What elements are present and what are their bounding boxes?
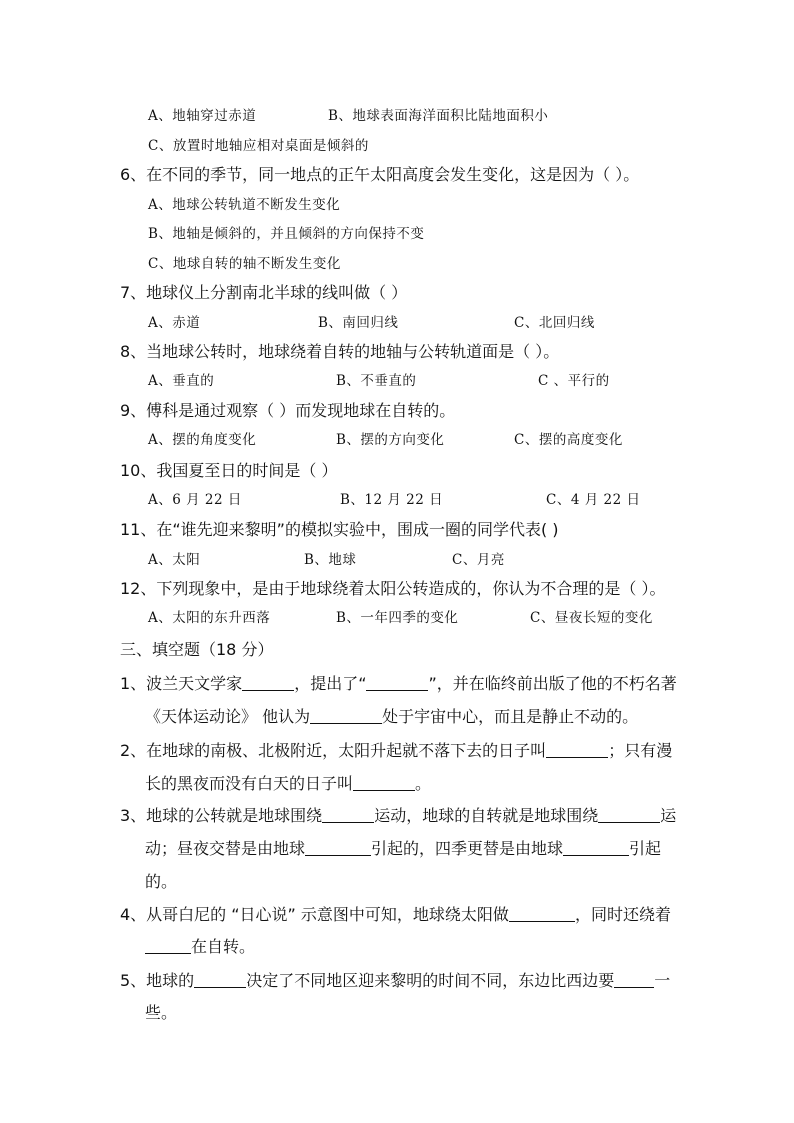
fill-q5-line2: 些。 [145,1003,178,1022]
answer-blank[interactable] [242,676,294,691]
q7-stem: 7、地球仪上分割南北半球的线叫做（ ） [120,283,408,302]
answer-blank[interactable] [366,676,428,691]
answer-blank[interactable] [310,709,382,724]
answer-blank[interactable] [145,939,191,954]
fill-q5-line1: 5、地球的 决定了不同地区迎来黎明的时间不同，东边比西边要 一 [120,971,671,990]
q9-option-b: B、摆的方向变化 [336,432,445,448]
fill-q4-line1: 4、从哥白尼的 “日心说” 示意图中可知，地球绕太阳做 ，同时还绕着 [120,905,671,924]
answer-blank[interactable] [353,776,415,791]
answer-blank[interactable] [598,808,660,823]
q8-option-a: A、垂直的 [148,373,215,389]
fill-q4-line2: 在自转。 [145,934,255,957]
q10-option-a: A、6 月 22 日 [148,492,242,508]
q5-option-b: B、地球表面海洋面积比陆地面积小 [328,108,549,124]
q8-stem: 8、当地球公转时，地球绕着自转的地轴与公转轨道面是（ ）。 [120,342,560,361]
q11-option-c: C、月亮 [452,552,505,568]
q10-option-c: C、4 月 22 日 [546,492,641,508]
q12-option-b: B、一年四季的变化 [336,610,459,626]
fill-q1-line2: 《天体运动论》 他认为 处于宇宙中心，而且是静止不动的。 [145,707,639,726]
q9-option-a: A、摆的角度变化 [148,432,257,448]
fill-q1-line1: 1、波兰天文学家 ，提出了“ ”，并在临终前出版了他的不朽名著 [120,674,677,693]
q12-option-a: A、太阳的东升西落 [148,610,271,626]
answer-blank[interactable] [322,808,374,823]
q5-option-a: A、地轴穿过赤道 [148,108,257,124]
fill-q3-line3: 的。 [145,872,178,891]
q12-option-c: C、昼夜长短的变化 [530,610,653,626]
fill-q2-line2: 长的黑夜而没有白天的日子叫 。 [145,774,432,793]
q6-option-c: C、地球自转的轴不断发生变化 [148,256,341,272]
q9-stem: 9、傅科是通过观察（ ）而发现地球在自转的。 [120,401,456,420]
q7-option-b: B、南回归线 [318,315,399,331]
fill-q3-line1: 3、地球的公转就是地球围绕 运动，地球的自转就是地球围绕 运 [120,806,677,825]
q6-option-b: B、地轴是倾斜的，并且倾斜的方向保持不变 [148,226,425,242]
q7-option-a: A、赤道 [148,315,201,331]
q7-option-c: C、北回归线 [514,315,595,331]
q6-stem: 6、在不同的季节，同一地点的正午太阳高度会发生变化，这是因为（ ）。 [120,165,640,184]
q9-option-c: C、摆的高度变化 [514,432,623,448]
answer-blank[interactable] [563,841,629,856]
q5-option-c: C、放置时地轴应相对桌面是倾斜的 [148,138,369,154]
q11-option-b: B、地球 [304,552,357,568]
q11-option-a: A、太阳 [148,552,201,568]
answer-blank[interactable] [194,973,246,988]
q8-option-c: C 、平行的 [538,373,610,389]
answer-blank[interactable] [509,907,575,922]
answer-blank[interactable] [305,841,371,856]
q10-stem: 10、我国夏至日的时间是（ ） [120,461,338,480]
q10-option-b: B、12 月 22 日 [340,492,444,508]
q12-stem: 12、下列现象中，是由于地球绕着太阳公转造成的，你认为不合理的是（ ）。 [120,579,666,598]
answer-blank[interactable] [614,973,654,988]
q11-stem: 11、在“谁先迎来黎明”的模拟实验中，围成一圈的同学代表( ) [120,520,559,539]
section-3-title: 三、填空题（18 分） [120,640,274,659]
q6-option-a: A、地球公转轨道不断发生变化 [148,197,341,213]
q8-option-b: B、不垂直的 [336,373,417,389]
fill-q2-line1: 2、在地球的南极、北极附近，太阳升起就不落下去的日子叫 ；只有漫 [120,741,673,760]
fill-q3-line2: 动；昼夜交替是由地球 引起的，四季更替是由地球 引起 [145,839,662,858]
answer-blank[interactable] [546,743,608,758]
